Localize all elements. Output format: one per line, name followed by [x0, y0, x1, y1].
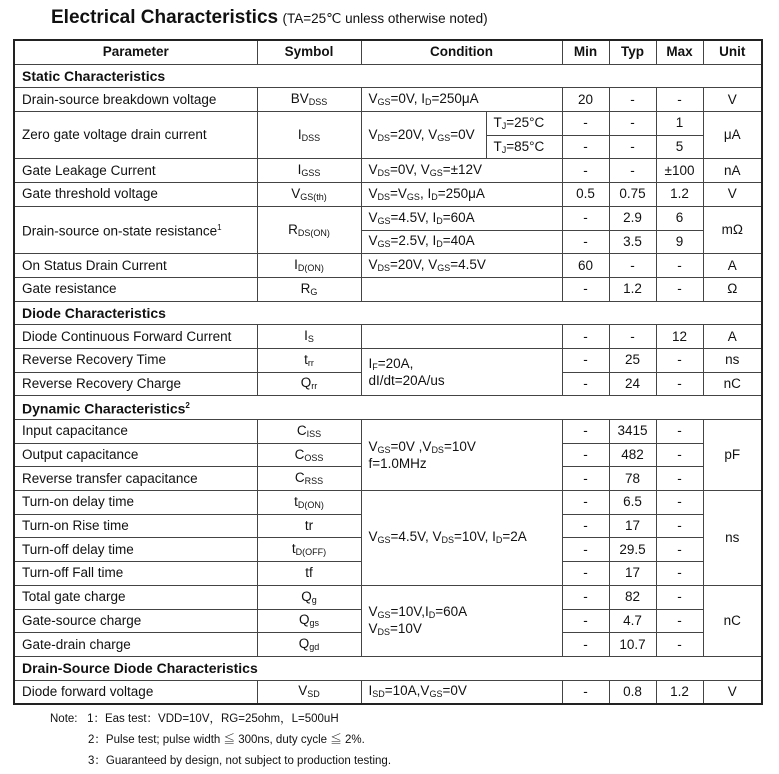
subcondition-cell: $T_J=85^\circ C$ — [486, 135, 562, 159]
param-cell: Turn-off Fall time — [14, 562, 257, 586]
unit-cell: V — [703, 183, 762, 207]
min-cell: - — [562, 230, 609, 254]
symbol-subscript: SD — [307, 689, 320, 700]
symbol-cell: $C_{OSS}$ — [257, 443, 361, 467]
table-row — [14, 88, 762, 112]
symbol-cell: $C_{ISS}$ — [257, 420, 361, 444]
min-cell: - — [562, 348, 609, 372]
section-static: Static Characteristics — [14, 64, 762, 88]
condition-cell: $V_{GS}=4.5V$, $V_{DS}=10V$, $I_D=2A$ — [361, 491, 562, 586]
max-cell: - — [656, 538, 703, 562]
table-row — [14, 183, 762, 207]
param-cell: Reverse Recovery Charge — [14, 372, 257, 396]
unit-cell: nA — [703, 159, 762, 183]
min-cell: - — [562, 633, 609, 657]
typ-cell: - — [609, 135, 656, 159]
unit-cell: Ω — [703, 277, 762, 301]
typ-cell: 29.5 — [609, 538, 656, 562]
symbol-cell: tf — [257, 562, 361, 586]
table-row — [14, 680, 762, 704]
condition-cell: $I_{SD}=10A,V_{GS}=0V$ — [361, 680, 562, 704]
min-cell: - — [562, 491, 609, 515]
symbol-subscript: gs — [309, 618, 320, 629]
param-cell: Turn-on delay time — [14, 491, 257, 515]
max-cell: - — [656, 491, 703, 515]
unit-cell: nC — [703, 585, 762, 656]
min-cell: - — [562, 372, 609, 396]
condition-cell: $V_{DS}=V_{GS}$, $I_D=250\mu A$ — [361, 183, 562, 207]
max-cell: 5 — [656, 135, 703, 159]
section-row — [14, 301, 762, 325]
typ-cell: 25 — [609, 348, 656, 372]
unit-cell: μA — [703, 112, 762, 159]
param-text: Drain-source on-state resistance — [22, 223, 218, 239]
col-header-condition: Condition — [361, 40, 562, 64]
condition-cell: $V_{GS}=0V$, $I_D=250\mu A$ — [361, 88, 562, 112]
note-item: 3：Guaranteed by design, not subject to production testing. — [88, 755, 392, 767]
table-row — [14, 112, 762, 136]
unit-cell: mΩ — [703, 206, 762, 253]
param-cell: Gate Leakage Current — [14, 159, 257, 183]
symbol-cell: $Q_{rr}$ — [257, 372, 361, 396]
min-cell: - — [562, 112, 609, 136]
min-cell: - — [562, 206, 609, 230]
condition-cell: $V_{GS}=10V,I_D=60A$ $V_{DS}=10V$ — [361, 585, 562, 656]
min-cell: - — [562, 135, 609, 159]
max-cell: - — [656, 443, 703, 467]
section-row — [14, 656, 762, 680]
symbol-cell: $t_{D(OFF)}$ — [257, 538, 361, 562]
typ-cell: 3415 — [609, 420, 656, 444]
condition-cell: $V_{DS}=20V$, $V_{GS}=4.5V$ — [361, 254, 562, 278]
max-cell: - — [656, 420, 703, 444]
max-cell: 6 — [656, 206, 703, 230]
typ-cell: 482 — [609, 443, 656, 467]
section-row — [14, 396, 762, 420]
typ-cell: - — [609, 254, 656, 278]
condition-cell: $V_{DS}=0V$, $V_{GS}=\pm 12V$ — [361, 159, 562, 183]
symbol-cell: $BV_{DSS}$ — [257, 88, 361, 112]
param-cell: Reverse transfer capacitance — [14, 467, 257, 491]
min-cell: - — [562, 467, 609, 491]
table-row — [14, 206, 762, 230]
symbol-cell: $V_{GS(th)}$ — [257, 183, 361, 207]
unit-cell: A — [703, 325, 762, 349]
symbol-subscript: D(ON) — [297, 263, 324, 274]
param-cell: Diode forward voltage — [14, 680, 257, 704]
condition-cell: $V_{GS}=0V$ $,V_{DS}=10V$ f=1.0MHz — [361, 420, 562, 491]
min-cell: - — [562, 562, 609, 586]
typ-cell: 24 — [609, 372, 656, 396]
typ-cell: 3.5 — [609, 230, 656, 254]
col-header-parameter: Parameter — [14, 40, 257, 64]
section-diode: Diode Characteristics — [14, 301, 762, 325]
title-main: Electrical Characteristics — [51, 7, 279, 28]
symbol-cell: $t_{D(ON)}$ — [257, 491, 361, 515]
min-cell: 20 — [562, 88, 609, 112]
param-cell: Gate-drain charge — [14, 633, 257, 657]
symbol-subscript: GS(th) — [300, 191, 327, 202]
typ-cell: 17 — [609, 514, 656, 538]
table-row — [14, 585, 762, 609]
typ-cell: 82 — [609, 585, 656, 609]
param-cell: Turn-on Rise time — [14, 514, 257, 538]
symbol-subscript: DSS — [308, 97, 328, 108]
param-cell: Input capacitance — [14, 420, 257, 444]
min-cell: - — [562, 159, 609, 183]
param-cell: Gate threshold voltage — [14, 183, 257, 207]
max-cell: 1.2 — [656, 680, 703, 704]
note-item: 1：Eas test：VDD=10V，RG=25ohm，L=500uH — [87, 713, 339, 725]
min-cell: - — [562, 680, 609, 704]
max-cell: - — [656, 277, 703, 301]
symbol-subscript: RSS — [304, 476, 324, 487]
typ-cell: - — [609, 159, 656, 183]
min-cell: 0.5 — [562, 183, 609, 207]
symbol-cell: $I_{GSS}$ — [257, 159, 361, 183]
condition-cell: $V_{GS}=4.5V$, $I_D=60A$ — [361, 206, 562, 230]
unit-cell: V — [703, 680, 762, 704]
unit-cell: V — [703, 88, 762, 112]
section-ds-diode: Drain-Source Diode Characteristics — [14, 656, 762, 680]
param-cell: Gate-source charge — [14, 609, 257, 633]
typ-cell: - — [609, 325, 656, 349]
symbol-subscript: DSS — [301, 132, 321, 143]
electrical-characteristics-table — [13, 39, 763, 705]
min-cell: - — [562, 443, 609, 467]
section-dynamic-text: Dynamic Characteristics — [22, 400, 186, 417]
col-header-typ: Typ — [609, 40, 656, 64]
symbol-cell: $R_G$ — [257, 277, 361, 301]
min-cell: 60 — [562, 254, 609, 278]
typ-cell: 0.75 — [609, 183, 656, 207]
symbol-cell: $Q_g$ — [257, 585, 361, 609]
symbol-cell: $V_{SD}$ — [257, 680, 361, 704]
header-row — [14, 40, 762, 64]
symbol-subscript: S — [307, 334, 314, 345]
typ-cell: 0.8 — [609, 680, 656, 704]
max-cell: 9 — [656, 230, 703, 254]
footnote-marker: 2 — [185, 401, 190, 411]
typ-cell: 2.9 — [609, 206, 656, 230]
page-title — [51, 7, 488, 29]
table-row — [14, 491, 762, 515]
param-cell: Output capacitance — [14, 443, 257, 467]
typ-cell: 10.7 — [609, 633, 656, 657]
param-cell: Drain-source breakdown voltage — [14, 88, 257, 112]
table-row — [14, 159, 762, 183]
param-cell — [14, 206, 257, 253]
col-header-max: Max — [656, 40, 703, 64]
typ-cell: - — [609, 88, 656, 112]
min-cell: - — [562, 609, 609, 633]
param-cell: Reverse Recovery Time — [14, 348, 257, 372]
param-cell: Zero gate voltage drain current — [14, 112, 257, 159]
max-cell: 1 — [656, 112, 703, 136]
footnote-marker: 1 — [217, 223, 222, 233]
symbol-cell: $C_{RSS}$ — [257, 467, 361, 491]
typ-cell: 78 — [609, 467, 656, 491]
symbol-subscript: g — [311, 594, 317, 605]
section-dynamic — [14, 396, 762, 420]
max-cell: - — [656, 562, 703, 586]
max-cell: - — [656, 88, 703, 112]
notes — [50, 709, 391, 772]
min-cell: - — [562, 514, 609, 538]
typ-cell: - — [609, 112, 656, 136]
param-cell: Turn-off delay time — [14, 538, 257, 562]
max-cell: ±100 — [656, 159, 703, 183]
max-cell: - — [656, 348, 703, 372]
param-cell: On Status Drain Current — [14, 254, 257, 278]
unit-cell: ns — [703, 491, 762, 586]
col-header-unit: Unit — [703, 40, 762, 64]
table-row — [14, 420, 762, 444]
unit-cell: A — [703, 254, 762, 278]
param-cell: Gate resistance — [14, 277, 257, 301]
symbol-cell: $I_{D(ON)}$ — [257, 254, 361, 278]
symbol-subscript: D(OFF) — [295, 547, 327, 558]
table-row — [14, 348, 762, 372]
symbol-subscript: G — [310, 286, 318, 297]
note-label: Note: — [50, 713, 78, 725]
table-row — [14, 254, 762, 278]
subcondition-cell: $T_J=25^\circ C$ — [486, 112, 562, 136]
unit-cell: pF — [703, 420, 762, 491]
typ-cell: 4.7 — [609, 609, 656, 633]
col-header-symbol: Symbol — [257, 40, 361, 64]
max-cell: 12 — [656, 325, 703, 349]
condition-cell — [361, 277, 562, 301]
max-cell: - — [656, 467, 703, 491]
symbol-cell: $t_{rr}$ — [257, 348, 361, 372]
col-header-min: Min — [562, 40, 609, 64]
note-line — [50, 709, 391, 730]
param-cell: Total gate charge — [14, 585, 257, 609]
symbol-subscript: rr — [311, 381, 318, 392]
typ-cell: 6.5 — [609, 491, 656, 515]
symbol-subscript: GSS — [301, 168, 321, 179]
max-cell: - — [656, 514, 703, 538]
max-cell: - — [656, 254, 703, 278]
min-cell: - — [562, 585, 609, 609]
symbol-subscript: D(ON) — [297, 499, 324, 510]
note-item: 2：Pulse test; pulse width ≦ 300ns, duty cycle ≦ 2%. — [88, 734, 365, 746]
max-cell: 1.2 — [656, 183, 703, 207]
unit-cell: nC — [703, 372, 762, 396]
condition-cell: $I_F=20A$, dI/dt=20A/us — [361, 348, 562, 395]
symbol-cell: $I_S$ — [257, 325, 361, 349]
min-cell: - — [562, 420, 609, 444]
symbol-subscript: ISS — [306, 428, 322, 439]
title-subtitle: (TA=25℃ unless otherwise noted) — [282, 11, 488, 26]
symbol-cell: $Q_{gd}$ — [257, 633, 361, 657]
condition-cell: $V_{GS}=2.5V$, $I_D=40A$ — [361, 230, 562, 254]
condition-cell — [361, 325, 562, 349]
min-cell: - — [562, 277, 609, 301]
symbol-cell: $I_{DSS}$ — [257, 112, 361, 159]
table-row — [14, 325, 762, 349]
max-cell: - — [656, 585, 703, 609]
min-cell: - — [562, 538, 609, 562]
symbol-subscript: OSS — [304, 452, 324, 463]
condition-cell: $V_{DS}=20V$, $V_{GS}=0V$ — [361, 112, 486, 159]
typ-cell: 17 — [609, 562, 656, 586]
table-row — [14, 277, 762, 301]
section-row — [14, 64, 762, 88]
symbol-cell: $R_{DS(ON)}$ — [257, 206, 361, 253]
symbol-cell: $Q_{gs}$ — [257, 609, 361, 633]
param-cell: Diode Continuous Forward Current — [14, 325, 257, 349]
unit-cell: ns — [703, 348, 762, 372]
max-cell: - — [656, 633, 703, 657]
symbol-cell: tr — [257, 514, 361, 538]
min-cell: - — [562, 325, 609, 349]
max-cell: - — [656, 609, 703, 633]
symbol-subscript: gd — [309, 642, 320, 653]
symbol-subscript: DS(ON) — [297, 227, 330, 238]
max-cell: - — [656, 372, 703, 396]
typ-cell: 1.2 — [609, 277, 656, 301]
symbol-subscript: rr — [307, 357, 314, 368]
